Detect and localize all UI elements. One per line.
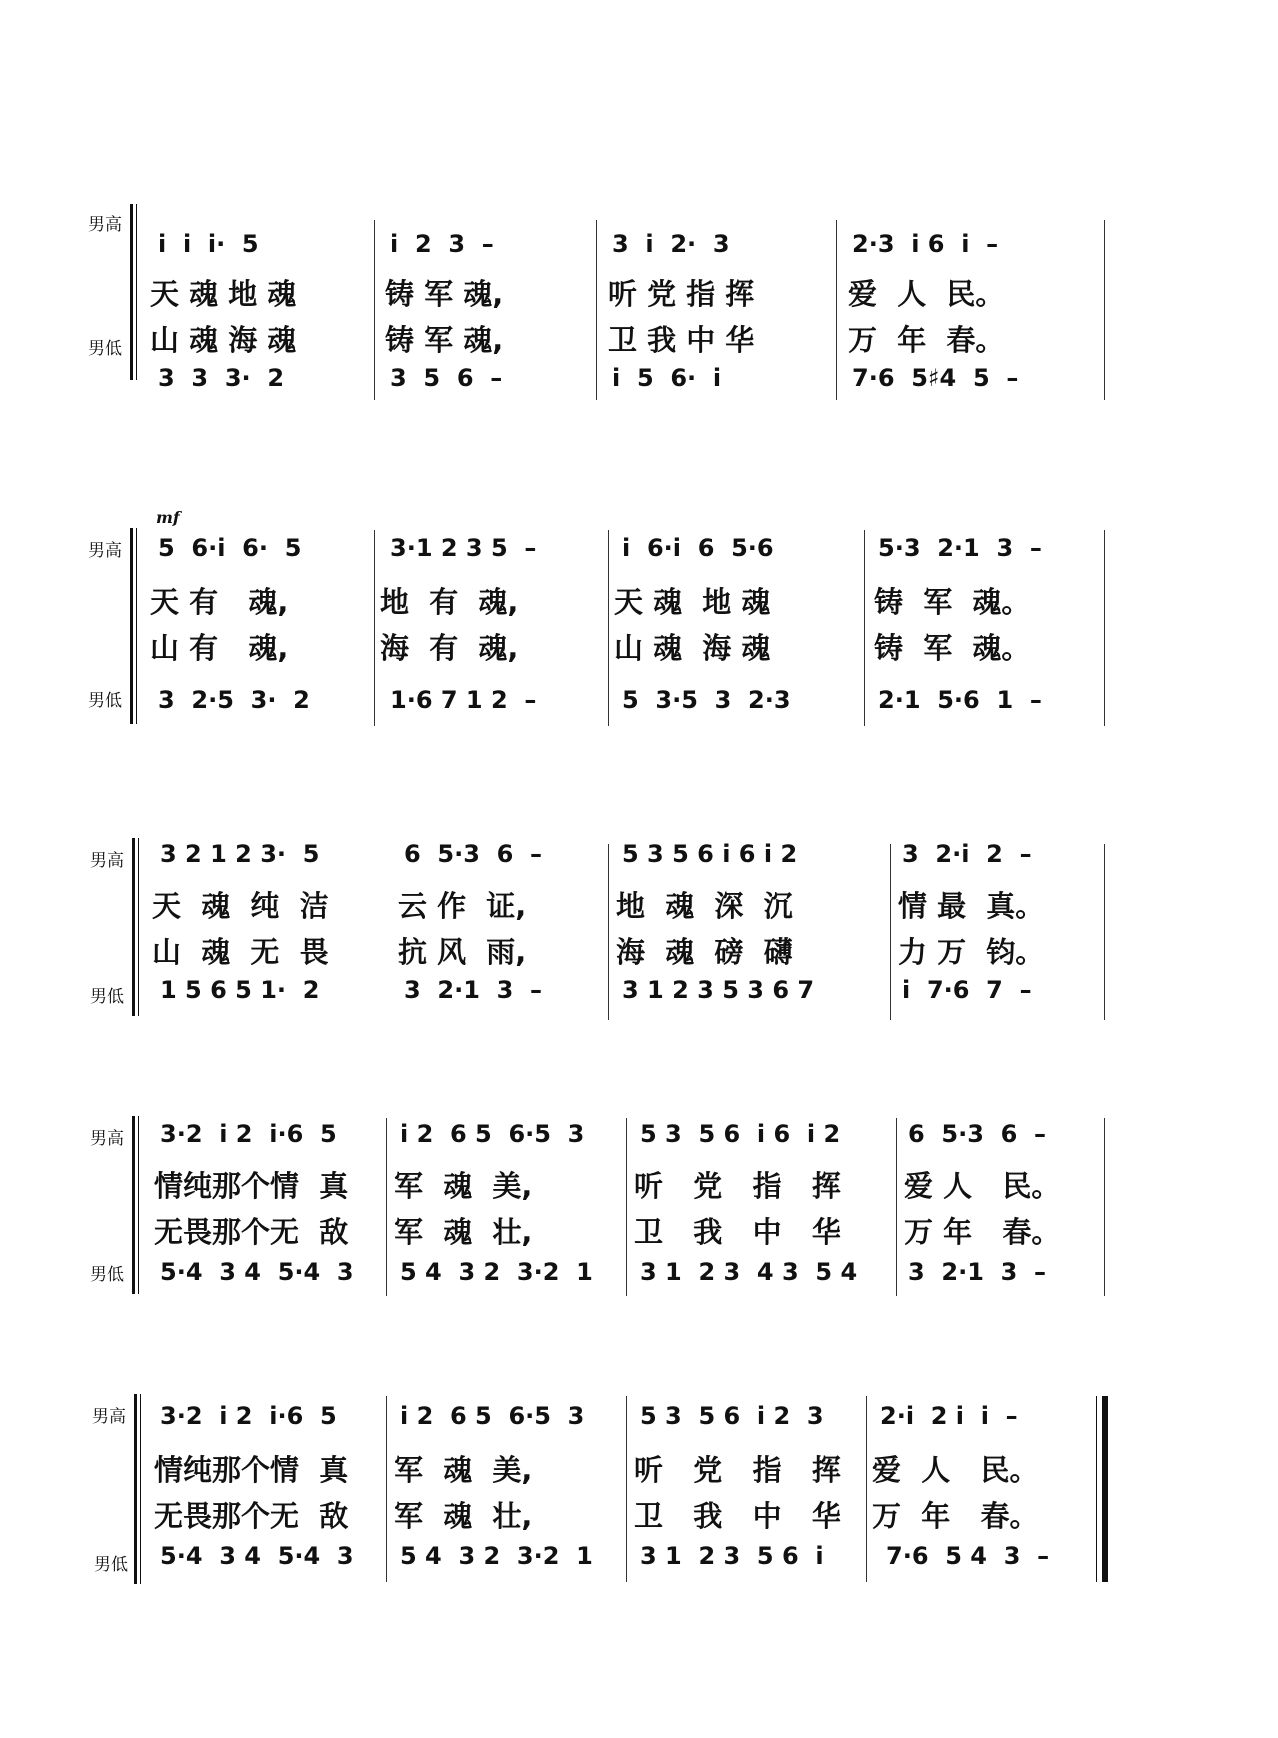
lyric-verse2-measure-2: 军 魂 壮, bbox=[394, 1215, 533, 1249]
barline bbox=[626, 1396, 627, 1582]
part-label-bass: 男低 bbox=[90, 1265, 124, 1285]
lyric-verse2-measure-3: 山 魂 海 魂 bbox=[614, 631, 771, 665]
bass-measure-3: 3 1 2 3 5 3 6 7 bbox=[622, 976, 815, 1004]
lyric-verse1-measure-3: 听 党 指 挥 bbox=[634, 1453, 841, 1487]
barline bbox=[896, 1118, 897, 1296]
tenor-measure-4: 3 2·i 2 – bbox=[902, 840, 1032, 868]
lyric-verse2-measure-1: 山 魂 无 畏 bbox=[152, 935, 329, 969]
tenor-measure-3: 5 3 5 6 i 2 3 bbox=[640, 1402, 824, 1430]
tenor-measure-3: 5 3 5 6 i 6 i 2 bbox=[640, 1120, 841, 1148]
lyric-verse1-measure-3: 地 魂 深 沉 bbox=[616, 889, 793, 923]
bass-measure-4: i 7·6 7 – bbox=[902, 976, 1032, 1004]
lyric-verse1-measure-2: 地 有 魂, bbox=[380, 585, 519, 619]
repeat-barline-thin bbox=[1096, 1396, 1097, 1582]
lyric-verse1-measure-1: 情纯那个情 真 bbox=[154, 1453, 349, 1487]
system-bracket-inner bbox=[140, 1394, 141, 1584]
system-bracket bbox=[132, 838, 135, 1016]
repeat-barline-thick bbox=[1102, 1396, 1108, 1582]
lyric-verse1-measure-4: 铸 军 魂。 bbox=[874, 585, 1031, 619]
barline bbox=[386, 1118, 387, 1296]
bass-measure-4: 7·6 5♯4 5 – bbox=[852, 364, 1019, 392]
system-bracket bbox=[134, 1394, 137, 1584]
part-label-tenor: 男高 bbox=[90, 1129, 124, 1149]
bass-measure-4: 2·1 5·6 1 – bbox=[878, 686, 1042, 714]
tenor-measure-2: 6 5·3 6 – bbox=[404, 840, 543, 868]
bass-measure-2: 3 2·1 3 – bbox=[404, 976, 543, 1004]
system-bracket bbox=[132, 1116, 135, 1294]
lyric-verse1-measure-4: 爱 人 民。 bbox=[904, 1169, 1061, 1203]
score-system-1 bbox=[0, 190, 1278, 390]
barline bbox=[1104, 530, 1105, 726]
bass-measure-3: i 5 6· i bbox=[612, 364, 722, 392]
bass-measure-4: 7·6 5 4 3 – bbox=[886, 1542, 1050, 1570]
system-bracket bbox=[130, 528, 133, 724]
tenor-measure-1: i i i· 5 bbox=[158, 230, 259, 258]
lyric-verse1-measure-1: 情纯那个情 真 bbox=[154, 1169, 349, 1203]
barline bbox=[386, 1396, 387, 1582]
lyric-verse2-measure-1: 山 魂 海 魂 bbox=[150, 323, 297, 357]
tenor-measure-2: i 2 6 5 6·5 3 bbox=[400, 1402, 585, 1430]
part-label-bass: 男低 bbox=[88, 691, 122, 711]
score-system-2 bbox=[0, 500, 1278, 730]
lyric-verse2-measure-2: 抗 风 雨, bbox=[398, 935, 527, 969]
part-label-bass: 男低 bbox=[88, 339, 122, 359]
lyric-verse1-measure-2: 铸 军 魂, bbox=[385, 277, 504, 311]
lyric-verse2-measure-1: 无畏那个无 敌 bbox=[154, 1499, 349, 1533]
barline bbox=[374, 530, 375, 726]
tenor-measure-3: i 6·i 6 5·6 bbox=[622, 534, 774, 562]
bass-measure-1: 5·4 3 4 5·4 3 bbox=[160, 1258, 354, 1286]
lyric-verse2-measure-4: 力 万 钧。 bbox=[898, 935, 1045, 969]
score-system-5 bbox=[0, 1380, 1278, 1600]
score-system-4 bbox=[0, 1100, 1278, 1300]
bass-measure-2: 1·6 7 1 2 – bbox=[390, 686, 537, 714]
tenor-measure-1: 3 2 1 2 3· 5 bbox=[160, 840, 320, 868]
part-label-tenor: 男高 bbox=[90, 851, 124, 871]
system-bracket-inner bbox=[138, 838, 139, 1016]
bass-measure-2: 3 5 6 – bbox=[390, 364, 503, 392]
lyric-verse2-measure-4: 铸 军 魂。 bbox=[874, 631, 1031, 665]
system-bracket bbox=[130, 204, 133, 380]
bass-measure-2: 5 4 3 2 3·2 1 bbox=[400, 1258, 593, 1286]
tenor-measure-4: 2·3 i 6 i – bbox=[852, 230, 999, 258]
barline bbox=[890, 844, 891, 1020]
barline bbox=[608, 530, 609, 726]
tenor-measure-4: 2·i 2 i i – bbox=[880, 1402, 1018, 1430]
score-system-3 bbox=[0, 820, 1278, 1020]
bass-measure-1: 5·4 3 4 5·4 3 bbox=[160, 1542, 354, 1570]
barline bbox=[836, 220, 837, 400]
bass-measure-1: 3 2·5 3· 2 bbox=[158, 686, 310, 714]
lyric-verse2-measure-3: 卫 我 中 华 bbox=[634, 1215, 841, 1249]
part-label-bass: 男低 bbox=[94, 1555, 128, 1575]
barline bbox=[608, 844, 609, 1020]
part-label-tenor: 男高 bbox=[92, 1407, 126, 1427]
bass-measure-4: 3 2·1 3 – bbox=[908, 1258, 1047, 1286]
tenor-measure-2: i 2 6 5 6·5 3 bbox=[400, 1120, 585, 1148]
lyric-verse1-measure-3: 听 党 指 挥 bbox=[634, 1169, 841, 1203]
bass-measure-2: 5 4 3 2 3·2 1 bbox=[400, 1542, 593, 1570]
lyric-verse1-measure-1: 天 有 魂, bbox=[150, 585, 289, 619]
bass-measure-3: 5 3·5 3 2·3 bbox=[622, 686, 791, 714]
tenor-measure-1: 5 6·i 6· 5 bbox=[158, 534, 302, 562]
lyric-verse2-measure-4: 万 年 春。 bbox=[848, 323, 1005, 357]
lyric-verse2-measure-4: 万 年 春。 bbox=[904, 1215, 1061, 1249]
tenor-measure-2: i 2 3 – bbox=[390, 230, 494, 258]
bass-measure-3: 3 1 2 3 5 6 i bbox=[640, 1542, 824, 1570]
bass-measure-1: 3 3 3· 2 bbox=[158, 364, 285, 392]
lyric-verse2-measure-4: 万 年 春。 bbox=[872, 1499, 1039, 1533]
lyric-verse1-measure-4: 情 最 真。 bbox=[898, 889, 1045, 923]
tenor-measure-4: 5·3 2·1 3 – bbox=[878, 534, 1042, 562]
barline bbox=[864, 530, 865, 726]
lyric-verse2-measure-3: 卫 我 中 华 bbox=[608, 323, 755, 357]
lyric-verse1-measure-1: 天 魂 地 魂 bbox=[150, 277, 297, 311]
lyric-verse2-measure-1: 山 有 魂, bbox=[150, 631, 289, 665]
tenor-measure-4: 6 5·3 6 – bbox=[908, 1120, 1047, 1148]
lyric-verse2-measure-3: 卫 我 中 华 bbox=[634, 1499, 841, 1533]
tenor-measure-3: 5 3 5 6 i 6 i 2 bbox=[622, 840, 798, 868]
tenor-measure-1: 3·2 i 2 i·6 5 bbox=[160, 1402, 337, 1430]
part-label-tenor: 男高 bbox=[88, 215, 122, 235]
lyric-verse2-measure-2: 军 魂 壮, bbox=[394, 1499, 533, 1533]
lyric-verse1-measure-1: 天 魂 纯 洁 bbox=[152, 889, 329, 923]
lyric-verse1-measure-2: 军 魂 美, bbox=[394, 1169, 533, 1203]
tenor-measure-1: 3·2 i 2 i·6 5 bbox=[160, 1120, 337, 1148]
lyric-verse1-measure-4: 爱 人 民。 bbox=[848, 277, 1005, 311]
lyric-verse2-measure-2: 铸 军 魂, bbox=[385, 323, 504, 357]
tenor-measure-3: 3 i 2· 3 bbox=[612, 230, 730, 258]
bass-measure-3: 3 1 2 3 4 3 5 4 bbox=[640, 1258, 858, 1286]
barline bbox=[1104, 844, 1105, 1020]
lyric-verse2-measure-2: 海 有 魂, bbox=[380, 631, 519, 665]
bass-measure-1: 1 5 6 5 1· 2 bbox=[160, 976, 320, 1004]
lyric-verse2-measure-3: 海 魂 磅 礴 bbox=[616, 935, 793, 969]
lyric-verse1-measure-4: 爱 人 民。 bbox=[872, 1453, 1039, 1487]
dynamic-mark: mf bbox=[156, 508, 180, 527]
system-bracket-inner bbox=[136, 528, 137, 724]
part-label-tenor: 男高 bbox=[88, 541, 122, 561]
barline bbox=[596, 220, 597, 400]
barline bbox=[1104, 1118, 1105, 1296]
part-label-bass: 男低 bbox=[90, 987, 124, 1007]
barline bbox=[626, 1118, 627, 1296]
tenor-measure-2: 3·1 2 3 5 – bbox=[390, 534, 537, 562]
barline bbox=[374, 220, 375, 400]
lyric-verse2-measure-1: 无畏那个无 敌 bbox=[154, 1215, 349, 1249]
lyric-verse1-measure-3: 天 魂 地 魂 bbox=[614, 585, 771, 619]
lyric-verse1-measure-2: 军 魂 美, bbox=[394, 1453, 533, 1487]
barline bbox=[1104, 220, 1105, 400]
lyric-verse1-measure-3: 听 党 指 挥 bbox=[608, 277, 755, 311]
barline bbox=[866, 1396, 867, 1582]
system-bracket-inner bbox=[138, 1116, 139, 1294]
lyric-verse1-measure-2: 云 作 证, bbox=[398, 889, 527, 923]
system-bracket-inner bbox=[136, 204, 137, 380]
